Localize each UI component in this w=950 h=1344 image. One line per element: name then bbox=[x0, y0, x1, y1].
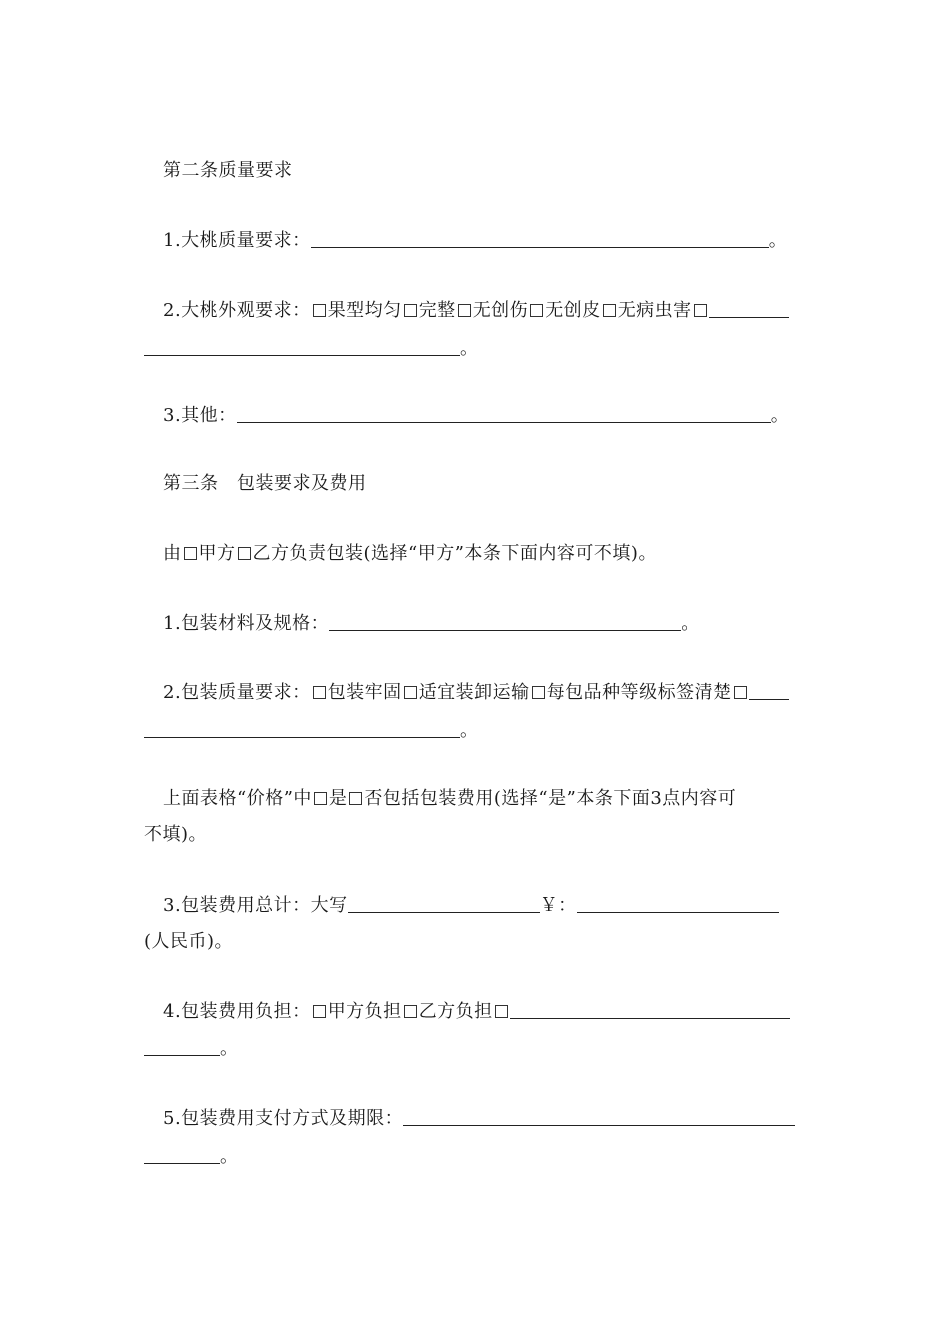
pack-pay-label: 5.包装费用支付方式及期限： bbox=[163, 1108, 404, 1129]
checkbox[interactable] bbox=[404, 304, 417, 317]
option-label: 果型均匀 bbox=[327, 300, 402, 321]
checkbox[interactable] bbox=[313, 686, 326, 699]
option-label: 乙方负责包装(选择“甲方”本条下面内容可不填)。 bbox=[252, 543, 657, 564]
period: 。 bbox=[220, 1038, 239, 1059]
option-label: 无创伤 bbox=[472, 300, 529, 321]
checkbox-other[interactable] bbox=[734, 686, 747, 699]
pack-quality-other-blank[interactable] bbox=[749, 683, 789, 700]
period: 。 bbox=[681, 613, 700, 634]
pack-total-label: 3.包装费用总计：大写 bbox=[163, 895, 348, 916]
quality-line bbox=[163, 230, 806, 252]
pack-total-line bbox=[163, 895, 806, 917]
price-line bbox=[163, 788, 806, 810]
pack-material-line bbox=[163, 613, 806, 635]
checkbox[interactable] bbox=[530, 304, 543, 317]
pack-pay-line bbox=[163, 1108, 806, 1130]
checkbox[interactable] bbox=[313, 304, 326, 317]
quality-label: 1.大桃质量要求： bbox=[163, 230, 311, 251]
option-label: 每包品种等级标签清楚 bbox=[546, 682, 732, 703]
option-label: 完整 bbox=[418, 300, 456, 321]
section-3-heading: 第三条 包装要求及费用 bbox=[163, 473, 367, 494]
other-blank[interactable] bbox=[237, 406, 771, 423]
pack-pay-blank-cont[interactable] bbox=[144, 1147, 220, 1164]
checkbox[interactable] bbox=[184, 547, 197, 560]
period: 。 bbox=[220, 1146, 239, 1167]
price-prefix: 上面表格“价格”中 bbox=[163, 788, 312, 809]
pack-pay-line-cont bbox=[144, 1146, 806, 1168]
checkbox[interactable] bbox=[404, 686, 417, 699]
price-line-cont: 不填)。 bbox=[144, 824, 208, 845]
checkbox[interactable] bbox=[349, 792, 362, 805]
yen-label: ￥： bbox=[539, 895, 577, 916]
checkbox-other[interactable] bbox=[495, 1005, 508, 1018]
option-label: 甲方 bbox=[198, 543, 236, 564]
amount-words-blank[interactable] bbox=[348, 896, 540, 913]
option-label: 甲方负担 bbox=[327, 1001, 402, 1022]
checkbox[interactable] bbox=[404, 1005, 417, 1018]
checkbox[interactable] bbox=[238, 547, 251, 560]
period: 。 bbox=[770, 405, 790, 426]
option-label: 是 bbox=[328, 788, 348, 809]
other-line bbox=[163, 405, 806, 427]
pack-quality-blank-cont[interactable] bbox=[144, 721, 460, 738]
checkbox-other[interactable] bbox=[694, 304, 707, 317]
section-2-heading: 第二条质量要求 bbox=[163, 160, 293, 181]
quality-blank[interactable] bbox=[311, 231, 769, 248]
appearance-line bbox=[163, 300, 806, 322]
appearance-label: 2.大桃外观要求： bbox=[163, 300, 311, 321]
pack-material-label: 1.包装材料及规格： bbox=[163, 613, 330, 634]
appearance-blank-cont[interactable] bbox=[144, 339, 460, 356]
pack-quality-label: 2.包装质量要求： bbox=[163, 682, 311, 703]
pack-pay-blank[interactable] bbox=[403, 1109, 795, 1126]
pack-bear-label: 4.包装费用负担： bbox=[163, 1001, 311, 1022]
pack-quality-line bbox=[163, 682, 806, 704]
pack-material-blank[interactable] bbox=[329, 614, 681, 631]
pack-bear-other-blank[interactable] bbox=[510, 1002, 790, 1019]
pack-bear-line bbox=[163, 1001, 806, 1023]
period: 。 bbox=[768, 230, 788, 251]
pack-bear-line-cont bbox=[144, 1038, 806, 1060]
checkbox[interactable] bbox=[313, 1005, 326, 1018]
option-label: 适宜装卸运输 bbox=[418, 682, 530, 703]
appearance-other-blank[interactable] bbox=[709, 301, 789, 318]
amount-number-blank[interactable] bbox=[577, 896, 779, 913]
pack-total-line-cont: (人民币)。 bbox=[144, 931, 234, 952]
responsible-prefix: 由 bbox=[163, 543, 182, 564]
option-label: 包装牢固 bbox=[327, 682, 402, 703]
responsible-line bbox=[163, 543, 806, 565]
other-label: 3.其他： bbox=[163, 405, 237, 426]
option-label: 无病虫害 bbox=[617, 300, 692, 321]
option-label: 无创皮 bbox=[545, 300, 601, 321]
checkbox[interactable] bbox=[532, 686, 545, 699]
period: 。 bbox=[460, 338, 479, 359]
option-label: 乙方负担 bbox=[418, 1001, 493, 1022]
pack-bear-blank-cont[interactable] bbox=[144, 1039, 220, 1056]
checkbox[interactable] bbox=[603, 304, 616, 317]
period: 。 bbox=[460, 720, 479, 741]
checkbox[interactable] bbox=[314, 792, 327, 805]
checkbox[interactable] bbox=[458, 304, 471, 317]
appearance-line-cont bbox=[144, 338, 806, 360]
pack-quality-line-cont bbox=[144, 720, 806, 742]
option-label: 否包括包装费用(选择“是”本条下面3点内容可 bbox=[364, 788, 737, 809]
